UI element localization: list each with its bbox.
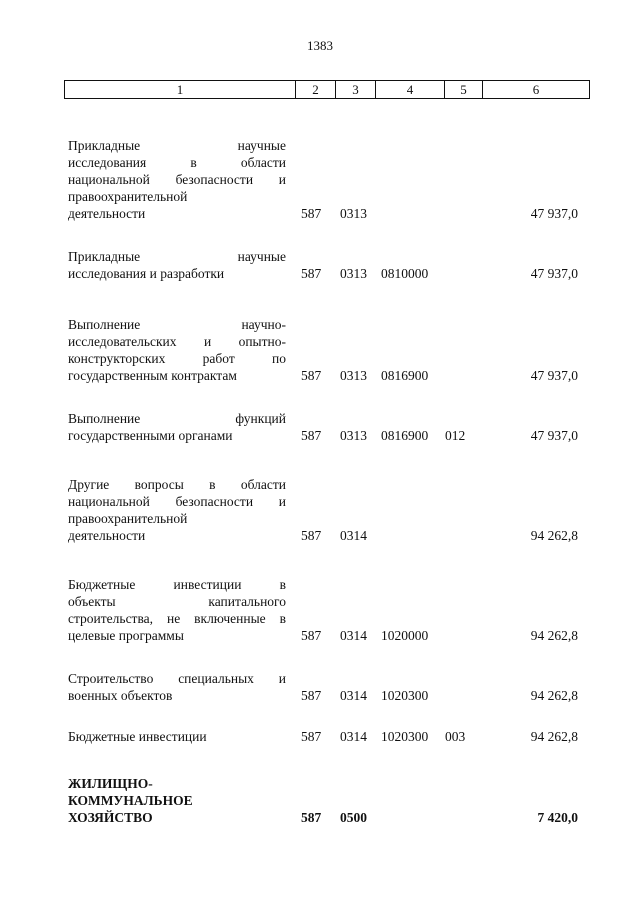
row-name-line: исследовательских и опытно- xyxy=(68,334,286,349)
row-name-line: ЖИЛИЩНО- xyxy=(68,776,153,791)
row-name-line: национальной безопасности и xyxy=(68,172,286,187)
row-name-line: целевые программы xyxy=(68,628,184,643)
row-name-line: Строительство специальных и xyxy=(68,671,286,686)
table-header xyxy=(64,80,590,99)
row-cell-c4: 0816900 xyxy=(381,368,429,383)
row-name-line: исследования в области xyxy=(68,155,286,170)
row-name-line: Другие вопросы в области xyxy=(68,477,286,492)
row-name xyxy=(68,576,286,644)
header-col-3: 3 xyxy=(336,81,376,98)
row-cell-c5: 003 xyxy=(445,729,466,744)
row-cell-c2: 587 xyxy=(301,206,322,221)
row-cell-c6: 47 937,0 xyxy=(530,266,578,281)
row-cell-c2: 587 xyxy=(301,729,322,744)
header-col-1: 1 xyxy=(65,81,296,98)
row-name-line: национальной безопасности и xyxy=(68,494,286,509)
row-name-line: правоохранительной xyxy=(68,189,188,204)
row-cell-c6: 47 937,0 xyxy=(530,368,578,383)
row-cell-c3: 0313 xyxy=(340,428,367,443)
row-cell-c3: 0313 xyxy=(340,368,367,383)
row-cell-c5: 012 xyxy=(445,428,466,443)
row-name-line: Выполнение научно- xyxy=(68,317,286,332)
row-cell-c6: 7 420,0 xyxy=(537,810,578,825)
row-cell-c6: 94 262,8 xyxy=(530,628,578,643)
row-name xyxy=(68,410,286,444)
row-cell-c2: 587 xyxy=(301,810,322,825)
row-cell-c4: 0810000 xyxy=(381,266,429,281)
row-cell-c2: 587 xyxy=(301,688,322,703)
row-name xyxy=(68,476,286,544)
row-cell-c2: 587 xyxy=(301,266,322,281)
row-name xyxy=(68,775,286,826)
row-name-line: строительства, не включенные в xyxy=(68,611,286,626)
page-number: 1383 xyxy=(307,38,333,53)
row-cell-c3: 0500 xyxy=(340,810,367,825)
row-name xyxy=(68,137,286,222)
row-name xyxy=(68,248,286,282)
row-cell-c6: 94 262,8 xyxy=(530,729,578,744)
row-name-line: Бюджетные инвестиции в xyxy=(68,577,286,592)
row-cell-c6: 94 262,8 xyxy=(530,688,578,703)
row-cell-c6: 94 262,8 xyxy=(530,528,578,543)
row-cell-c3: 0314 xyxy=(340,729,367,744)
row-cell-c6: 47 937,0 xyxy=(530,428,578,443)
row-name-line: военных объектов xyxy=(68,688,173,703)
table-row xyxy=(0,773,640,826)
row-name-line: Выполнение функций xyxy=(68,411,286,426)
header-col-2: 2 xyxy=(296,81,336,98)
row-name-line: конструкторских работ по xyxy=(68,351,286,366)
row-cell-c6: 47 937,0 xyxy=(530,206,578,221)
row-cell-c2: 587 xyxy=(301,428,322,443)
header-col-6: 6 xyxy=(532,81,540,97)
row-cell-c4: 1020300 xyxy=(381,688,429,703)
row-name xyxy=(68,670,286,704)
row-cell-c2: 587 xyxy=(301,628,322,643)
table-row xyxy=(0,574,640,644)
row-name-line: правоохранительной xyxy=(68,511,188,526)
row-cell-c2: 587 xyxy=(301,368,322,383)
row-name xyxy=(68,316,286,384)
row-name-line: Прикладные научные xyxy=(68,249,286,264)
row-cell-c4: 0816900 xyxy=(381,428,429,443)
row-cell-c3: 0313 xyxy=(340,206,367,221)
table-row xyxy=(0,314,640,384)
row-name-line: исследования и разработки xyxy=(68,266,225,281)
row-cell-c2: 587 xyxy=(301,528,322,543)
row-name-line: Прикладные научные xyxy=(68,138,286,153)
table-row xyxy=(0,408,640,444)
row-cell-c3: 0314 xyxy=(340,628,367,643)
table-row xyxy=(0,135,640,222)
row-name-line: государственным контрактам xyxy=(68,368,237,383)
row-cell-c3: 0314 xyxy=(340,688,367,703)
row-name-line: деятельности xyxy=(68,528,146,543)
row-cell-c3: 0313 xyxy=(340,266,367,281)
row-name-line: объекты капитального xyxy=(68,594,286,609)
row-name-line: государственными органами xyxy=(68,428,233,443)
row-name-line: ХОЗЯЙСТВО xyxy=(68,810,153,825)
row-name-line: Бюджетные инвестиции xyxy=(68,729,207,744)
row-name-line: КОММУНАЛЬНОЕ xyxy=(68,793,193,808)
header-col-5: 5 xyxy=(445,81,483,98)
header-col-4: 4 xyxy=(376,81,445,98)
table-row xyxy=(0,246,640,282)
row-name-line: деятельности xyxy=(68,206,146,221)
table-row xyxy=(0,474,640,544)
table-row xyxy=(0,726,640,745)
row-name xyxy=(68,728,286,745)
row-cell-c3: 0314 xyxy=(340,528,367,543)
row-cell-c4: 1020300 xyxy=(381,729,429,744)
table-row xyxy=(0,668,640,704)
row-cell-c4: 1020000 xyxy=(381,628,429,643)
